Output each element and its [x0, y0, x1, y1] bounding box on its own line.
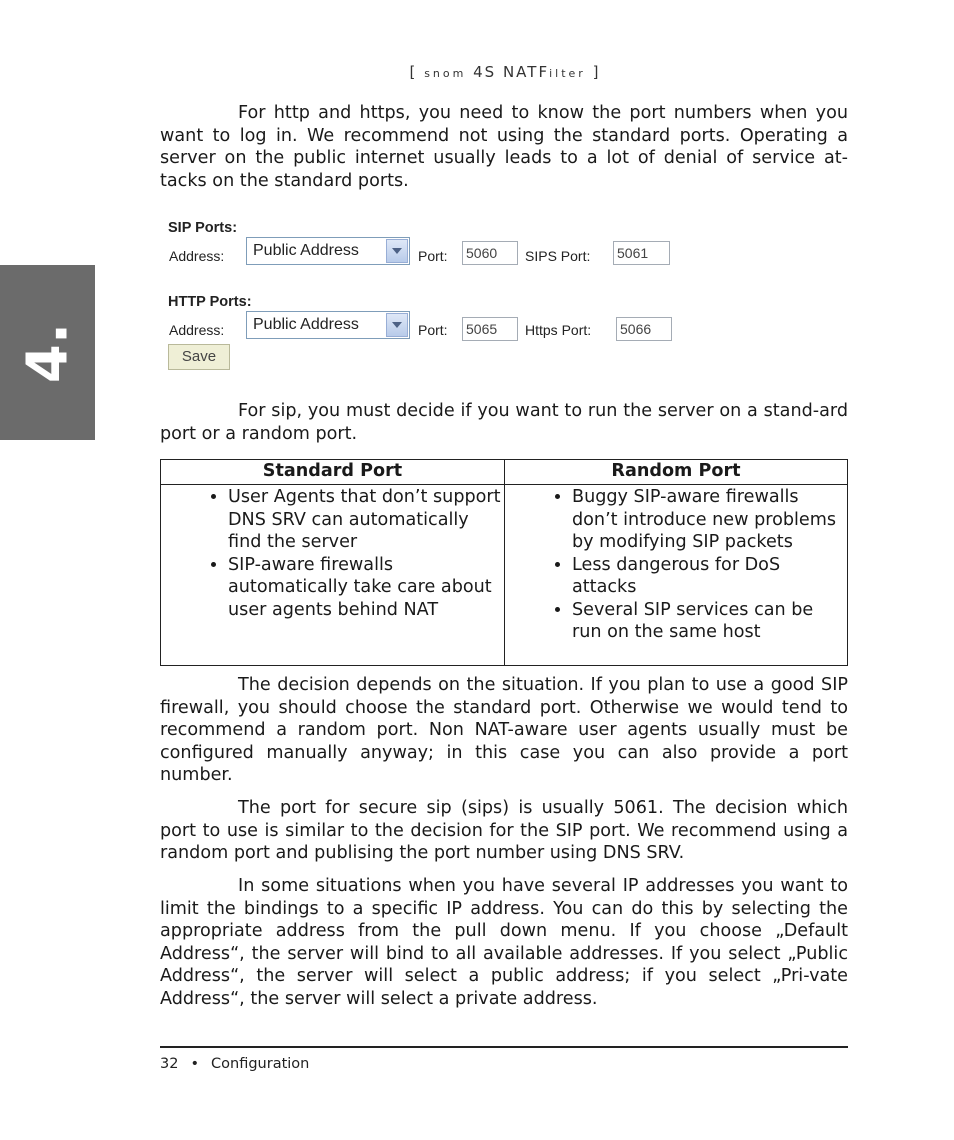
- list-item: • SIP-aware firewalls automatically take care about user agents behind NAT: [228, 554, 504, 622]
- table-header-row: [161, 460, 848, 485]
- http-address-select[interactable]: Public Address: [246, 311, 410, 339]
- standard-port-cell: [161, 485, 505, 666]
- header-product: 4S NAT: [473, 63, 539, 81]
- paragraph: For http and https, you need to know the port numbers when you want to log in. We recommend not using the standard ports. Operating a server on the public internet usually leads to a lot of denial of service at-tacks on the standard ports.: [160, 103, 848, 191]
- chapter-tab: [0, 265, 95, 440]
- http-port-input[interactable]: 5065: [462, 317, 518, 341]
- paragraph: For sip, you must decide if you want to run the server on a stand-ard port or a random port.: [160, 401, 848, 444]
- sips-port-input[interactable]: 5061: [613, 241, 670, 265]
- sip-address-label: Address:: [169, 248, 225, 264]
- header-brand: snom: [424, 67, 467, 80]
- list-item: • Several SIP services can be run on the same host: [572, 599, 847, 644]
- page-number: 32: [160, 1056, 179, 1072]
- column-header: Random Port: [505, 460, 848, 485]
- sip-port-label: Port:: [418, 248, 448, 264]
- http-port-label: Port:: [418, 322, 448, 338]
- sip-ports-title: SIP Ports:: [168, 220, 238, 236]
- chevron-down-icon[interactable]: [386, 239, 408, 263]
- https-port-label: Https Port:: [525, 322, 592, 338]
- bullet-separator: •: [190, 1056, 200, 1072]
- chevron-down-icon[interactable]: [386, 313, 408, 337]
- running-header: [ snom 4S NATFilter ]: [409, 63, 601, 81]
- sips-port-label: SIPS Port:: [525, 248, 591, 264]
- port-settings-screenshot: [165, 214, 685, 374]
- http-ports-title: HTTP Ports:: [168, 294, 252, 310]
- page-footer: [160, 1056, 309, 1072]
- port-comparison-table: [160, 459, 848, 666]
- paragraph: The decision depends on the situation. If you plan to use a good SIP firewall, you should choose the standard port. Otherwise we would tend to recommend a random port. Non NAT-aware user agents usually must be configured manually anyway; in this case you can also provide a port number.: [160, 675, 848, 785]
- save-button[interactable]: Save: [168, 344, 230, 370]
- table-row: [161, 485, 848, 666]
- https-port-input[interactable]: 5066: [616, 317, 672, 341]
- paragraph: The port for secure sip (sips) is usually 5061. The decision which port to use is similar to the decision for the SIP port. We recommend using a random port and publising the port number using DNS SRV.: [160, 798, 848, 863]
- sip-address-select[interactable]: Public Address: [246, 237, 410, 265]
- list-item: • Less dangerous for DoS attacks: [572, 554, 847, 599]
- paragraph: In some situations when you have several IP addresses you want to limit the bindings to a specific IP address. You can do this by selecting the appropriate address from the pull down menu. If you choose „Default Address“, the server will bind to all available addresses. If you select „Public Address“, the server will select a public address; if you select „Pri-vate Address“, the server will select a private address.: [160, 876, 848, 1009]
- http-address-label: Address:: [169, 322, 225, 338]
- footer-divider: [160, 1046, 848, 1048]
- chapter-number: 4.: [15, 322, 81, 383]
- sip-port-input[interactable]: 5060: [462, 241, 518, 265]
- list-item: • Buggy SIP-aware firewalls don’t introduce new problems by modifying SIP packets: [572, 486, 847, 554]
- column-header: Standard Port: [161, 460, 505, 485]
- section-name: Configuration: [211, 1056, 310, 1072]
- list-item: • User Agents that don’t support DNS SRV can automatically find the server: [228, 486, 504, 554]
- random-port-cell: [505, 485, 848, 666]
